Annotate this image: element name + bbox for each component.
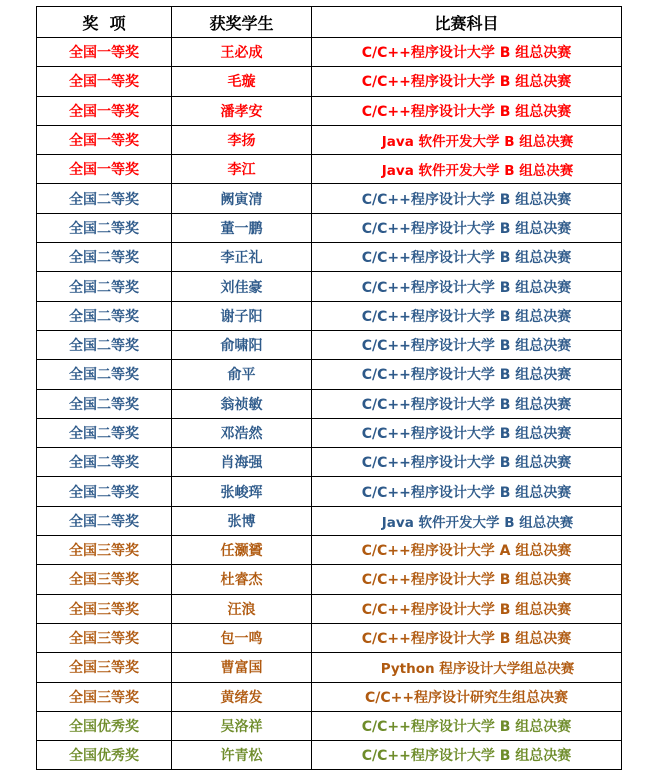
table-row — [37, 682, 622, 711]
student-name-cell: 王必成 — [172, 38, 312, 67]
subject-cell: C/C++程序设计大学 B 组总决赛 — [312, 565, 622, 594]
subject-cell: Python 程序设计大学组总决赛 — [312, 653, 622, 682]
award-cell: 全国二等奖 — [37, 506, 172, 535]
student-name-cell: 李正礼 — [172, 243, 312, 272]
header-row — [37, 7, 622, 38]
subject-cell: C/C++程序设计大学 B 组总决赛 — [312, 243, 622, 272]
student-name-cell: 董一鹏 — [172, 213, 312, 242]
subject-cell: Java 软件开发大学 B 组总决赛 — [312, 506, 622, 535]
table-row — [37, 67, 622, 96]
table-row — [37, 96, 622, 125]
award-cell: 全国二等奖 — [37, 389, 172, 418]
table-row — [37, 272, 622, 301]
award-cell: 全国一等奖 — [37, 125, 172, 154]
subject-cell: C/C++程序设计大学 B 组总决赛 — [312, 711, 622, 740]
subject-cell: C/C++程序设计大学 B 组总决赛 — [312, 418, 622, 447]
table-body — [37, 38, 622, 770]
table-row — [37, 418, 622, 447]
table-row — [37, 477, 622, 506]
table-row — [37, 653, 622, 682]
student-name-cell: 吴洛祥 — [172, 711, 312, 740]
table-row — [37, 360, 622, 389]
student-name-cell: 包一鸣 — [172, 623, 312, 652]
student-name-cell: 李扬 — [172, 125, 312, 154]
subject-cell: C/C++程序设计大学 B 组总决赛 — [312, 389, 622, 418]
table-row — [37, 155, 622, 184]
student-name-cell: 许青松 — [172, 741, 312, 770]
table-row — [37, 594, 622, 623]
award-cell: 全国一等奖 — [37, 67, 172, 96]
table-row — [37, 741, 622, 770]
table-row — [37, 536, 622, 565]
student-name-cell: 曹富国 — [172, 653, 312, 682]
subject-cell: C/C++程序设计大学 B 组总决赛 — [312, 448, 622, 477]
student-name-cell: 潘孝安 — [172, 96, 312, 125]
subject-cell: C/C++程序设计大学 B 组总决赛 — [312, 741, 622, 770]
subject-cell: Java 软件开发大学 B 组总决赛 — [312, 155, 622, 184]
award-cell: 全国二等奖 — [37, 477, 172, 506]
student-name-cell: 汪浪 — [172, 594, 312, 623]
table-row — [37, 38, 622, 67]
table-row — [37, 125, 622, 154]
subject-cell: C/C++程序设计大学 B 组总决赛 — [312, 594, 622, 623]
subject-cell: C/C++程序设计大学 B 组总决赛 — [312, 213, 622, 242]
table-row — [37, 330, 622, 359]
award-cell: 全国优秀奖 — [37, 711, 172, 740]
subject-cell: C/C++程序设计大学 B 组总决赛 — [312, 623, 622, 652]
student-name-cell: 谢子阳 — [172, 301, 312, 330]
student-name-cell: 张博 — [172, 506, 312, 535]
award-column-header: 奖 项 — [37, 7, 172, 38]
student-name-cell: 邓浩然 — [172, 418, 312, 447]
student-name-cell: 翁祯敏 — [172, 389, 312, 418]
subject-cell: C/C++程序设计大学 B 组总决赛 — [312, 477, 622, 506]
subject-cell: C/C++程序设计大学 A 组总决赛 — [312, 536, 622, 565]
subject-cell: C/C++程序设计大学 B 组总决赛 — [312, 96, 622, 125]
subject-cell: C/C++程序设计研究生组总决赛 — [312, 682, 622, 711]
award-cell: 全国三等奖 — [37, 682, 172, 711]
award-cell: 全国二等奖 — [37, 272, 172, 301]
subject-cell: Java 软件开发大学 B 组总决赛 — [312, 125, 622, 154]
student-name-cell: 阙寅清 — [172, 184, 312, 213]
student-name-cell: 李江 — [172, 155, 312, 184]
awards-table — [36, 6, 622, 770]
table-row — [37, 711, 622, 740]
table-row — [37, 448, 622, 477]
award-cell: 全国三等奖 — [37, 594, 172, 623]
student-column-header: 获奖学生 — [172, 7, 312, 38]
student-name-cell: 俞啸阳 — [172, 330, 312, 359]
award-cell: 全国三等奖 — [37, 536, 172, 565]
award-cell: 全国一等奖 — [37, 38, 172, 67]
table-row — [37, 565, 622, 594]
student-name-cell: 杜睿杰 — [172, 565, 312, 594]
student-name-cell: 黄绪发 — [172, 682, 312, 711]
table-row — [37, 184, 622, 213]
table-header — [37, 7, 622, 38]
award-cell: 全国二等奖 — [37, 448, 172, 477]
student-name-cell: 俞平 — [172, 360, 312, 389]
award-cell: 全国一等奖 — [37, 155, 172, 184]
subject-cell: C/C++程序设计大学 B 组总决赛 — [312, 67, 622, 96]
award-cell: 全国三等奖 — [37, 565, 172, 594]
student-name-cell: 毛璇 — [172, 67, 312, 96]
subject-cell: C/C++程序设计大学 B 组总决赛 — [312, 360, 622, 389]
student-name-cell: 任灏贇 — [172, 536, 312, 565]
table-row — [37, 301, 622, 330]
award-cell: 全国二等奖 — [37, 330, 172, 359]
table-row — [37, 623, 622, 652]
table-row — [37, 389, 622, 418]
award-cell: 全国三等奖 — [37, 653, 172, 682]
subject-cell: C/C++程序设计大学 B 组总决赛 — [312, 301, 622, 330]
award-cell: 全国三等奖 — [37, 623, 172, 652]
award-cell: 全国二等奖 — [37, 184, 172, 213]
table-row — [37, 213, 622, 242]
subject-column-header: 比赛科目 — [312, 7, 622, 38]
award-cell: 全国二等奖 — [37, 213, 172, 242]
student-name-cell: 肖海强 — [172, 448, 312, 477]
subject-cell: C/C++程序设计大学 B 组总决赛 — [312, 330, 622, 359]
award-cell: 全国二等奖 — [37, 301, 172, 330]
table-row — [37, 506, 622, 535]
table-row — [37, 243, 622, 272]
award-cell: 全国二等奖 — [37, 418, 172, 447]
student-name-cell: 张峻珲 — [172, 477, 312, 506]
award-cell: 全国二等奖 — [37, 243, 172, 272]
award-cell: 全国一等奖 — [37, 96, 172, 125]
subject-cell: C/C++程序设计大学 B 组总决赛 — [312, 184, 622, 213]
subject-cell: C/C++程序设计大学 B 组总决赛 — [312, 38, 622, 67]
student-name-cell: 刘佳豪 — [172, 272, 312, 301]
award-cell: 全国优秀奖 — [37, 741, 172, 770]
subject-cell: C/C++程序设计大学 B 组总决赛 — [312, 272, 622, 301]
award-cell: 全国二等奖 — [37, 360, 172, 389]
